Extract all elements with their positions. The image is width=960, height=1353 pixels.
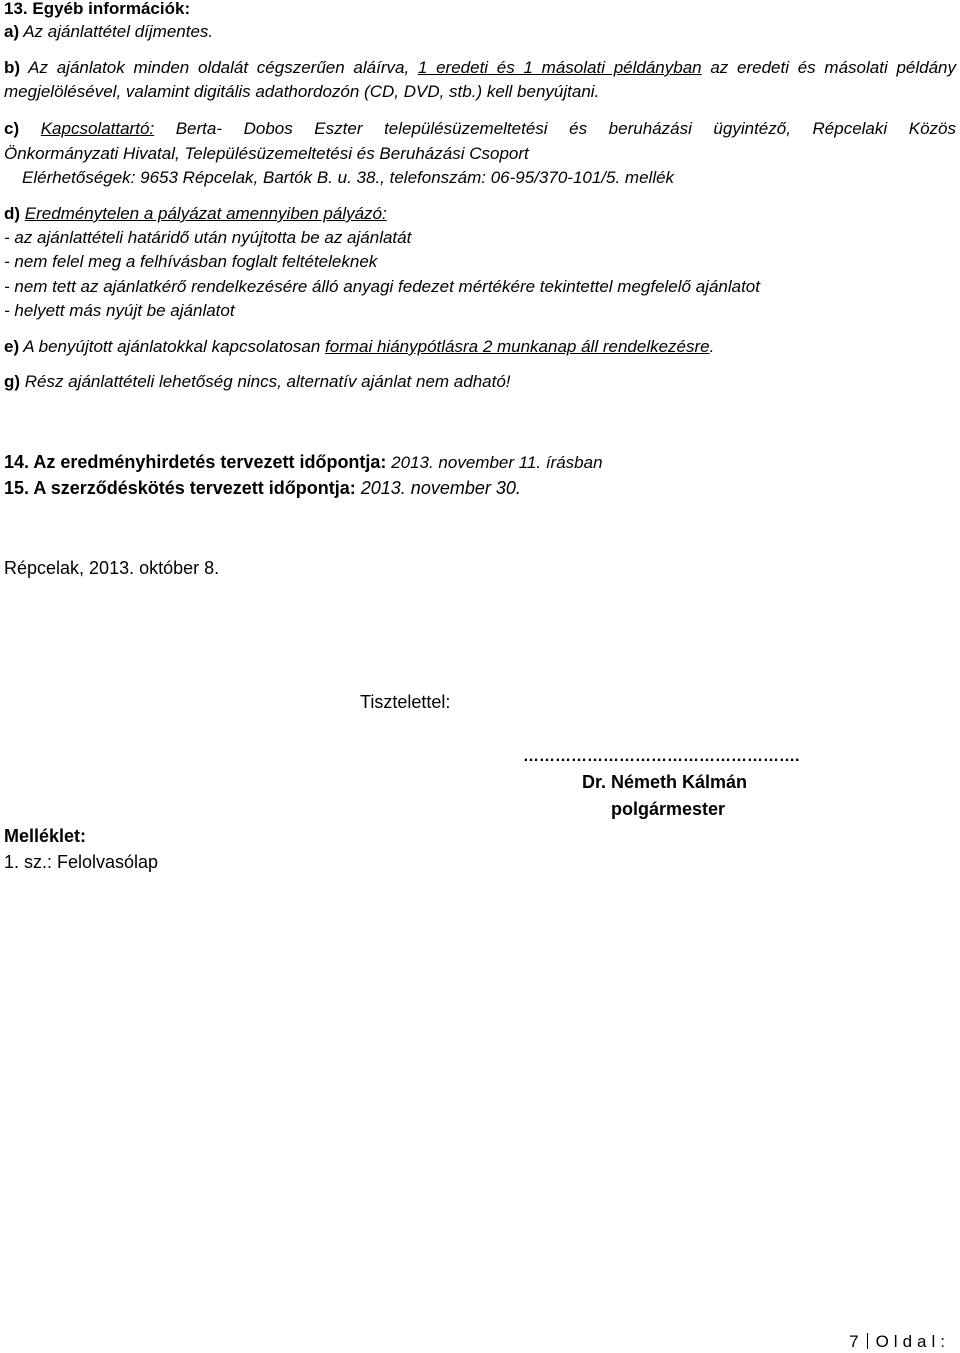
section-14: [4, 451, 603, 474]
item-b-text2: az eredeti és másolati példány: [701, 58, 956, 77]
item-d-label: d): [4, 204, 21, 223]
place-date: Répcelak, 2013. október 8.: [4, 558, 220, 578]
item-e-text: A benyújtott ajánlatokkal kapcsolatosan: [19, 337, 326, 356]
item-e: [4, 336, 714, 358]
item-g: [4, 371, 511, 393]
signature-dots: …………………………………………….: [523, 748, 800, 765]
page-word: Oldal:: [875, 1332, 950, 1351]
list-item: - helyett más nyújt be ajánlatot: [4, 301, 235, 320]
item-c-line1-rest: Berta- Dobos Eszter településüzemeltetési és beruházási ügyintéző, Répcelaki Közös: [154, 119, 956, 138]
item-d-heading: [4, 203, 387, 225]
item-b-line2: megjelölésével, valamint digitális adathordozón (CD, DVD, stb.) kell benyújtani.: [4, 82, 600, 101]
page-number: 7: [849, 1332, 859, 1351]
greeting: Tisztelettel:: [360, 692, 451, 712]
item-d-heading-text: Eredménytelen a pályázat amennyiben pályázó:: [24, 204, 387, 223]
section-13-heading: 13. Egyéb információk:: [4, 0, 191, 18]
item-b-underlined: 1 eredeti és 1 másolati példányban: [417, 58, 702, 77]
item-b-text1: Az ajánlatok minden oldalát cégszerűen aláírva,: [20, 58, 418, 77]
section-15-label: 15. A szerződéskötés tervezett időpontja:: [4, 478, 356, 498]
item-a-text: Az ajánlattétel díjmentes.: [19, 22, 214, 41]
section-15: [4, 477, 521, 499]
signatory-title: polgármester: [611, 799, 726, 819]
footer-divider: [867, 1333, 868, 1349]
section-14-value: 2013. november 11. írásban: [386, 453, 603, 472]
section-15-value: 2013. november 30.: [355, 478, 521, 498]
list-item: - nem tett az ajánlatkérő rendelkezésére álló anyagi fedezet mértékére tekintettel megfelelő ajánlatot: [4, 277, 760, 296]
attachment-item: 1. sz.: Felolvasólap: [4, 852, 159, 872]
item-a-label: a): [4, 22, 20, 41]
item-c-label: c): [4, 119, 20, 138]
page-footer: [849, 1331, 950, 1353]
item-e-label: e): [4, 337, 20, 356]
item-c-line1: [4, 118, 956, 140]
item-c-line2: Önkormányzati Hivatal, Településüzemeltetési és Beruházási Csoport: [4, 144, 529, 163]
list-item: - az ajánlattételi határidő után nyújtotta be az ajánlatát: [4, 228, 412, 247]
item-e-end: .: [709, 337, 715, 356]
item-b-line1: [4, 57, 956, 79]
list-item: - nem felel meg a felhívásban foglalt feltételeknek: [4, 252, 378, 271]
item-g-text: Rész ajánlattételi lehetőség nincs, alternatív ajánlat nem adható!: [20, 372, 511, 391]
signatory-name: Dr. Németh Kálmán: [582, 772, 748, 792]
attachment-heading: Melléklet:: [4, 826, 87, 846]
item-a: [4, 21, 213, 43]
section-14-label: 14. Az eredményhirdetés tervezett időpontja:: [4, 452, 387, 472]
item-b-label: b): [4, 58, 21, 77]
item-c-contact-label: Kapcsolattartó:: [40, 119, 155, 138]
item-g-label: g): [4, 372, 21, 391]
item-c-line3: Elérhetőségek: 9653 Répcelak, Bartók B. u. 38., telefonszám: 06-95/370-101/5. mellék: [22, 168, 675, 187]
item-e-underlined: formai hiánypótlásra 2 munkanap áll rendelkezésre: [325, 337, 710, 356]
